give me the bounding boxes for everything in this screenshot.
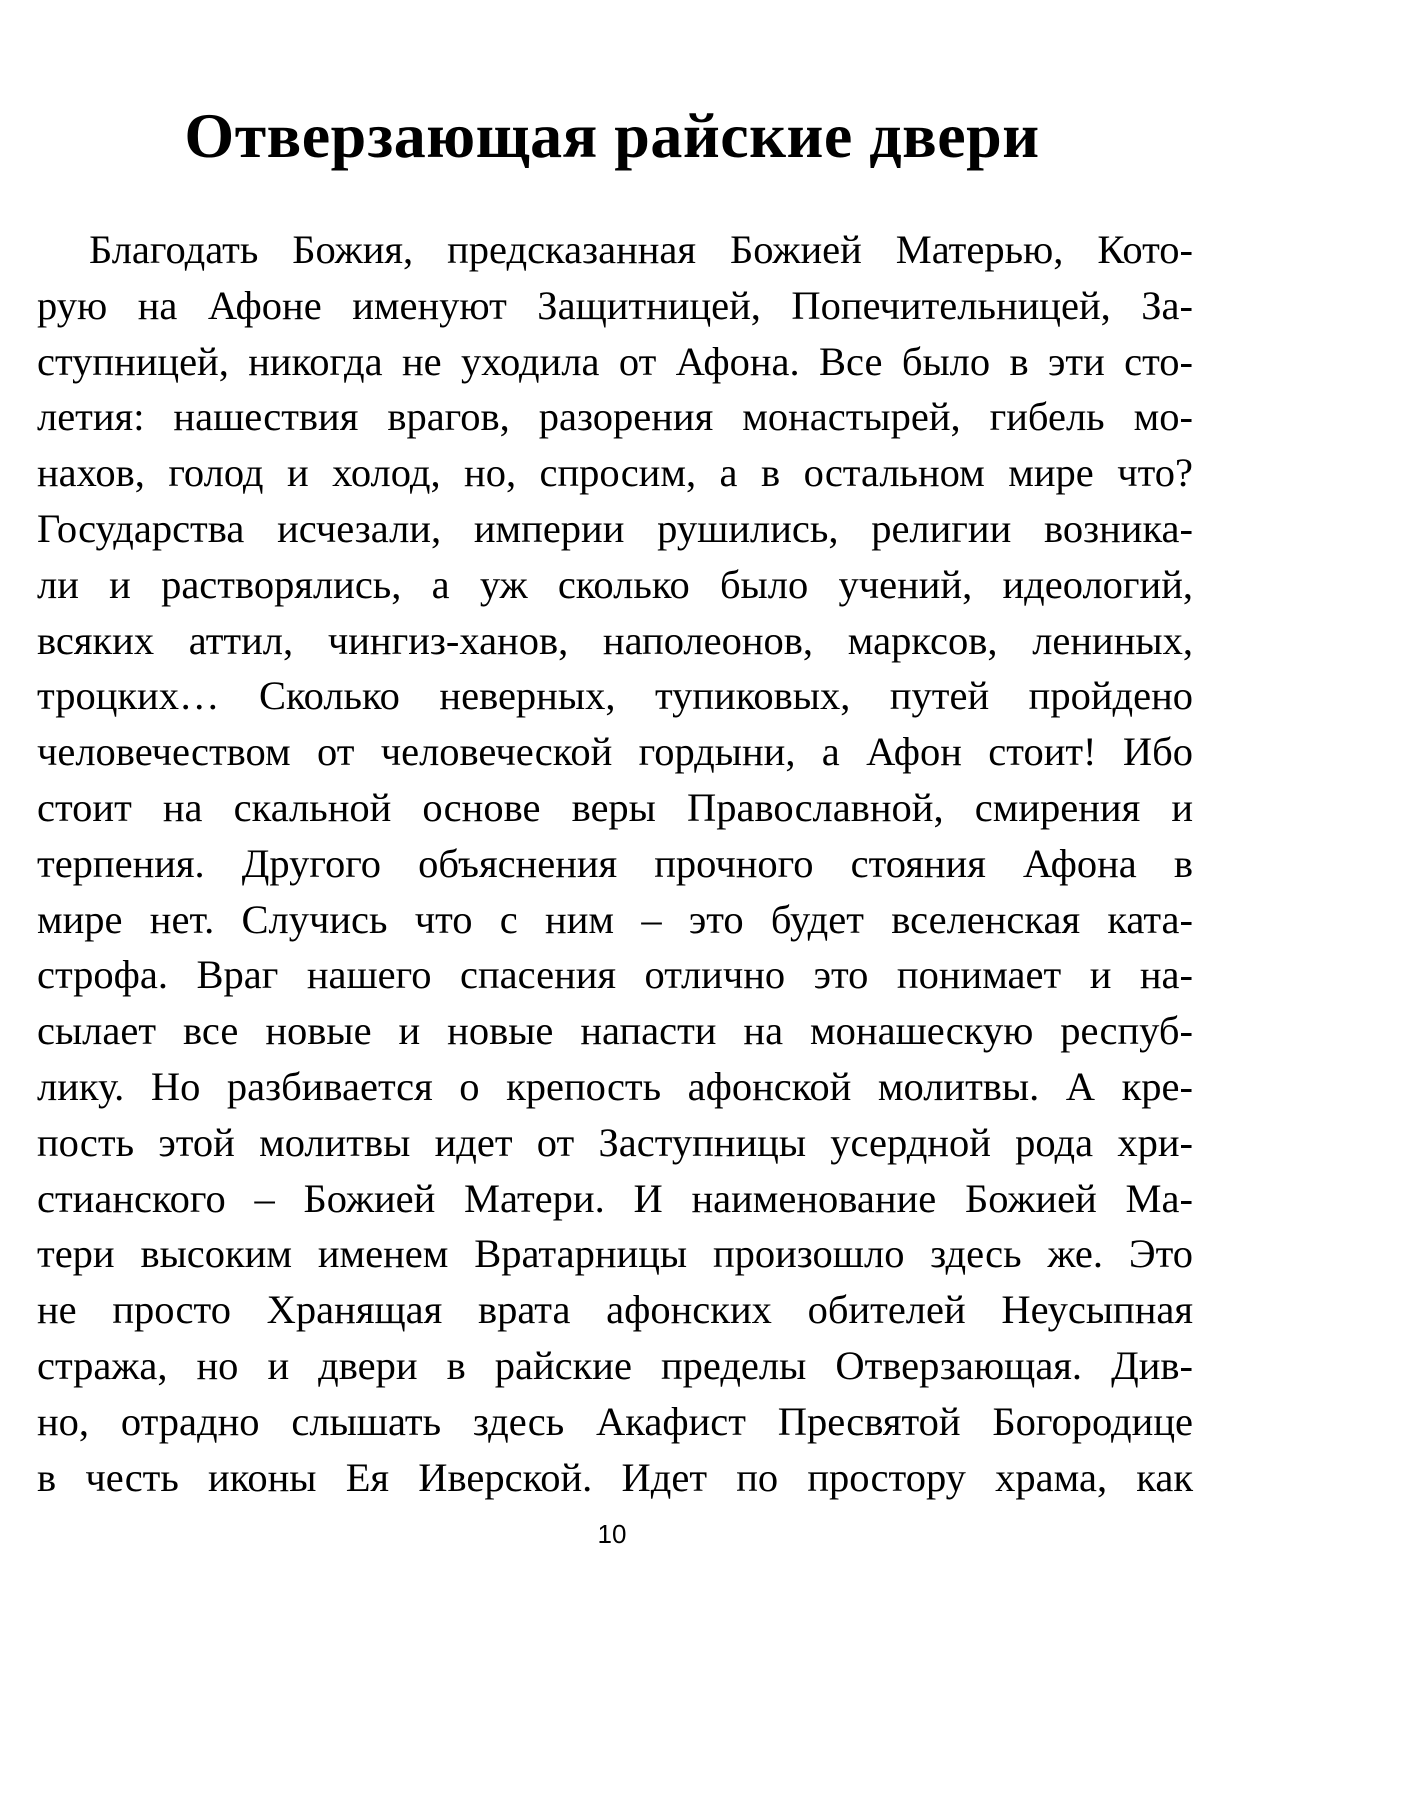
text-line: мире нет. Случись что с ним – это будет вселенская ката- xyxy=(37,896,1193,942)
text-line: Благодать Божия, предсказанная Божией Матерью, Кото- xyxy=(89,227,1193,272)
text-line: лику. Но разбивается о крепость афонской молитвы. А кре- xyxy=(37,1063,1193,1109)
text-line: но, отрадно слышать здесь Акафист Пресвятой Богородице xyxy=(37,1398,1193,1444)
text-line: строфа. Враг нашего спасения отлично это понимает и на- xyxy=(37,952,1193,998)
text-line: летия: нашествия врагов, разорения монастырей, гибель мо- xyxy=(37,394,1193,440)
text-line: пость этой молитвы идет от Заступницы усердной рода хри- xyxy=(37,1119,1193,1165)
text-line: стианского – Божией Матери. И наименование Божией Ма- xyxy=(37,1175,1193,1221)
text-line: нахов, голод и холод, но, спросим, а в остальном мире что? xyxy=(37,450,1193,496)
text-line: не просто Хранящая врата афонских обителей Неусыпная xyxy=(37,1287,1193,1333)
text-line: стража, но и двери в райские пределы Отверзающая. Див- xyxy=(37,1342,1193,1388)
text-line: стоит на скальной основе веры Православной, смирения и xyxy=(37,784,1193,830)
text-line: терпения. Другого объяснения прочного стояния Афона в xyxy=(37,840,1193,886)
text-line: Государства исчезали, империи рушились, религии возника- xyxy=(37,505,1193,551)
chapter-title: Отверзающая райские двери xyxy=(184,100,1040,171)
text-line: троцких… Сколько неверных, тупиковых, путей пройдено xyxy=(37,673,1193,719)
text-line: человечеством от человеческой гордыни, а Афон стоит! Ибо xyxy=(37,729,1193,775)
text-line: рую на Афоне именуют Защитницей, Попечительницей, За- xyxy=(37,282,1193,328)
text-line: тери высоким именем Вратарницы произошло здесь же. Это xyxy=(37,1231,1193,1277)
text-line: сылает все новые и новые напасти на монашескую респуб- xyxy=(37,1008,1193,1054)
text-line: в честь иконы Ея Иверской. Идет по простору храма, как xyxy=(37,1454,1193,1500)
body-paragraph xyxy=(37,222,1193,1505)
text-line: ли и растворялись, а уж сколько было учений, идеологий, xyxy=(37,561,1193,607)
text-line: всяких аттил, чингиз-ханов, наполеонов, марксов, лениных, xyxy=(37,617,1193,663)
text-line: ступницей, никогда не уходила от Афона. Все было в эти сто- xyxy=(37,338,1193,384)
page-number: 10 xyxy=(597,1519,627,1549)
